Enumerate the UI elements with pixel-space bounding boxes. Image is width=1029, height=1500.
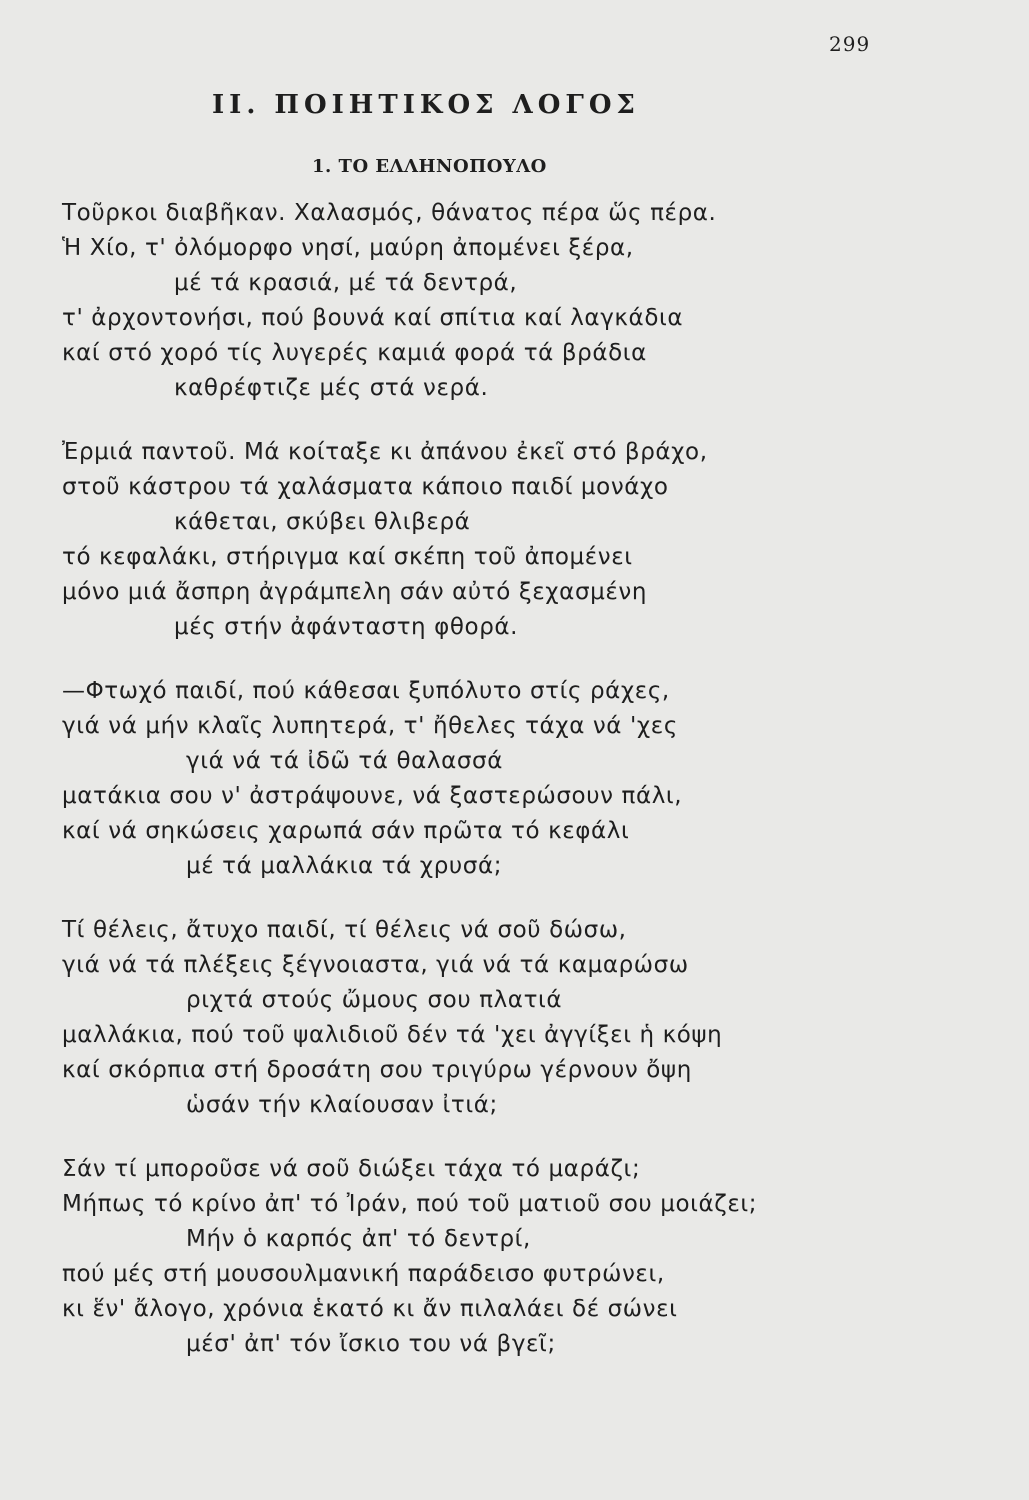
poem-line: καί νά σηκώσεις χαρωπά σάν πρῶτα τό κεφάλι	[62, 818, 630, 844]
section-heading: II. ΠΟΙΗΤΙΚΟΣ ΛΟΓΟΣ	[212, 90, 640, 120]
poem-line: μόνο μιά ἄσπρη ἀγράμπελη σάν αὐτό ξεχασμένη	[62, 579, 648, 605]
page-number: 299	[829, 32, 871, 56]
poem-line: τ' ἀρχοντονήσι, πού βουνά καί σπίτια καί λαγκάδια	[62, 305, 684, 331]
stanza-5	[62, 1152, 962, 1362]
poem-line: κάθεται, σκύβει θλιβερά	[174, 509, 471, 535]
poem-line: κι ἕν' ἄλογο, χρόνια ἑκατό κι ἄν πιλαλάει δέ σώνει	[62, 1296, 678, 1322]
poem-line: γιά νά μήν κλαῖς λυπητερά, τ' ἤθελες τάχα νά 'χες	[62, 713, 678, 739]
poem-line: καθρέφτιζε μές στά νερά.	[174, 375, 489, 401]
poem-body	[62, 196, 962, 1391]
poem-line: μαλλάκια, πού τοῦ ψαλιδιοῦ δέν τά 'χει ἀγγίξει ἡ κόψη	[62, 1022, 723, 1048]
poem-title: 1. ΤΟ ΕΛΛΗΝΟΠΟΥΛΟ	[312, 156, 547, 177]
poem-line: στοῦ κάστρου τά χαλάσματα κάποιο παιδί μονάχο	[62, 474, 669, 500]
poem-line: Μήπως τό κρίνο ἀπ' τό Ἰράν, πού τοῦ ματιοῦ σου μοιάζει;	[62, 1191, 758, 1217]
stanza-1	[62, 196, 962, 406]
poem-line: Τί θέλεις, ἄτυχο παιδί, τί θέλεις νά σοῦ δώσω,	[62, 917, 627, 943]
poem-line: καί στό χορό τίς λυγερές καμιά φορά τά βράδια	[62, 340, 647, 366]
stanza-3	[62, 674, 962, 884]
poem-line: μέ τά κρασιά, μέ τά δεντρά,	[174, 270, 518, 296]
poem-line: Ἐρμιά παντοῦ. Μά κοίταξε κι ἀπάνου ἐκεῖ στό βράχο,	[62, 439, 708, 465]
stanza-2	[62, 435, 962, 645]
poem-line: τό κεφαλάκι, στήριγμα καί σκέπη τοῦ ἀπομένει	[62, 544, 633, 570]
poem-line: ὡσάν τήν κλαίουσαν ἰτιά;	[186, 1092, 498, 1118]
poem-line: γιά νά τά ἰδῶ τά θαλασσά	[186, 748, 503, 774]
poem-line: μές στήν ἀφάνταστη φθορά.	[174, 614, 519, 640]
poem-line: Μήν ὁ καρπός ἀπ' τό δεντρί,	[186, 1226, 531, 1252]
poem-line: Σάν τί μποροῦσε νά σοῦ διώξει τάχα τό μαράζι;	[62, 1156, 641, 1182]
poem-line: —Φτωχό παιδί, πού κάθεσαι ξυπόλυτο στίς ράχες,	[62, 678, 670, 704]
poem-line: Τοῦρκοι διαβῆκαν. Χαλασμός, θάνατος πέρα ὥς πέρα.	[62, 200, 717, 226]
poem-line: ματάκια σου ν' ἀστράψουνε, νά ξαστερώσουν πάλι,	[62, 783, 683, 809]
poem-line: γιά νά τά πλέξεις ξέγνοιαστα, γιά νά τά καμαρώσω	[62, 952, 689, 978]
stanza-4	[62, 913, 962, 1123]
poem-line: καί σκόρπια στή δροσάτη σου τριγύρω γέρνουν ὄψη	[62, 1057, 692, 1083]
poem-line: μέσ' ἀπ' τόν ἴσκιο του νά βγεῖ;	[186, 1331, 556, 1357]
poem-line: ριχτά στούς ὤμους σου πλατιά	[186, 987, 563, 1013]
poem-line: πού μές στή μουσουλμανική παράδεισο φυτρώνει,	[62, 1261, 665, 1287]
poem-line: Ἡ Χίο, τ' ὀλόμορφο νησί, μαύρη ἀπομένει ξέρα,	[62, 235, 634, 261]
poem-line: μέ τά μαλλάκια τά χρυσά;	[186, 853, 503, 879]
